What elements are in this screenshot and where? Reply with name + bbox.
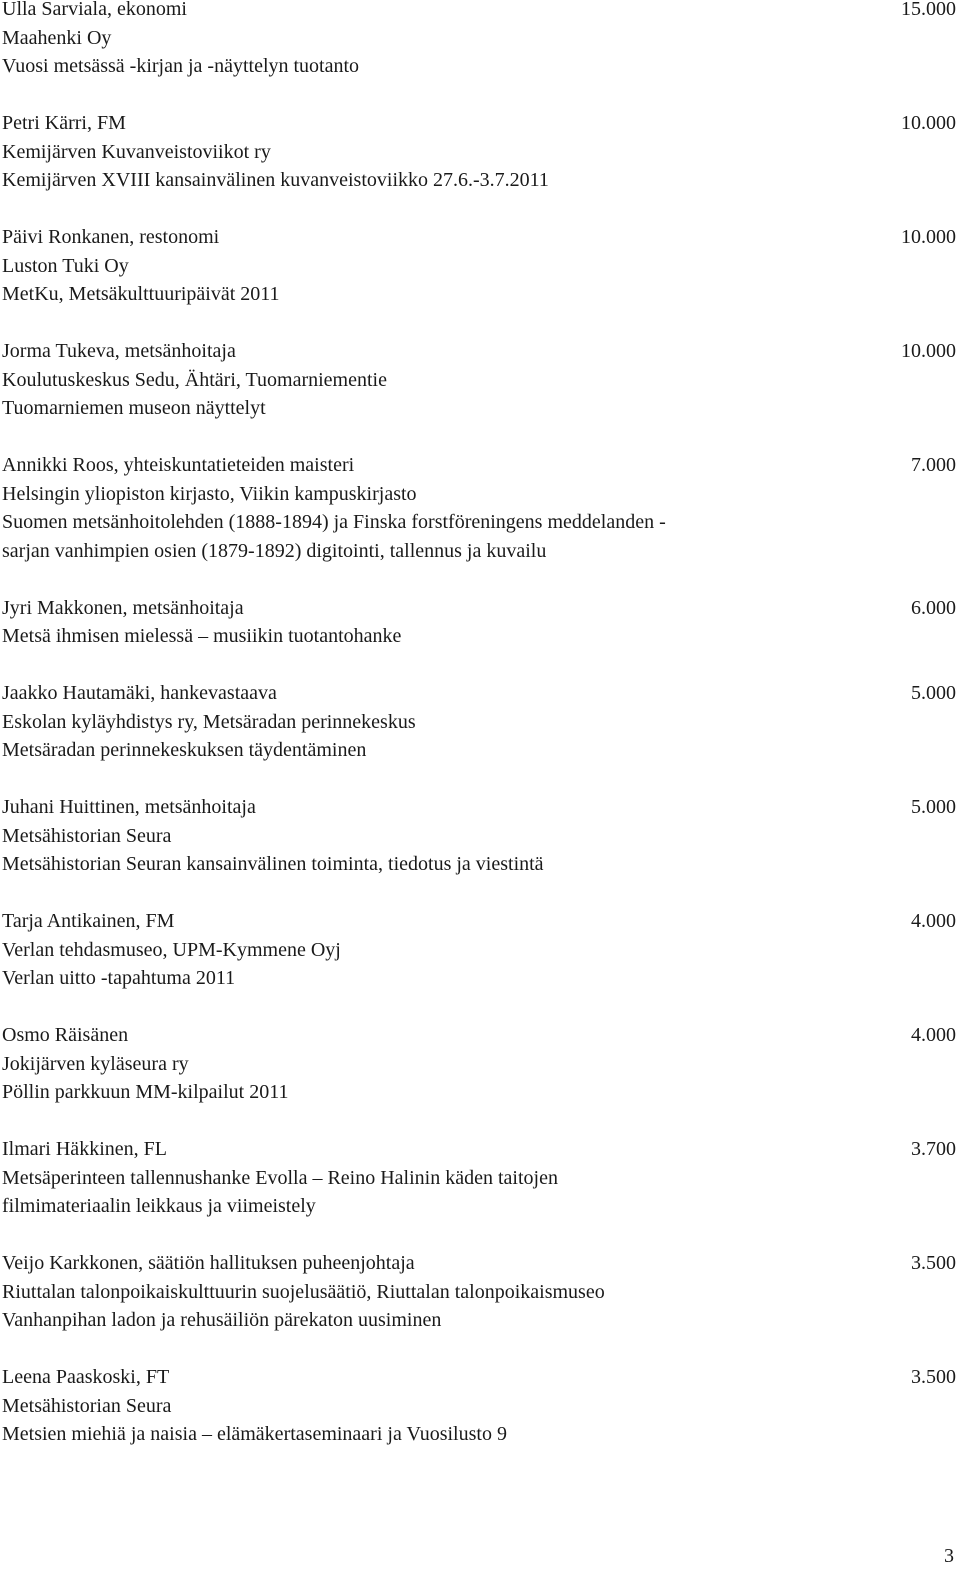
grant-entry xyxy=(2,1021,956,1107)
grant-project: Metsäradan perinnekeskuksen täydentäminen xyxy=(2,739,367,761)
recipient-name: Jyri Makkonen, metsänhoitaja xyxy=(2,596,244,619)
grant-project: Verlan uitto -tapahtuma 2011 xyxy=(2,967,236,989)
grant-project: Vanhanpihan ladon ja rehusäiliön pärekaton uusiminen xyxy=(2,1309,442,1331)
recipient-name: Jaakko Hautamäki, hankevastaava xyxy=(2,682,277,704)
grant-amount: 10.000 xyxy=(901,112,956,134)
grant-header xyxy=(2,1135,956,1164)
grant-organization: Verlan tehdasmuseo, UPM-Kymmene Oyj xyxy=(2,938,341,961)
grant-entry xyxy=(2,679,956,765)
grant-amount: 10.000 xyxy=(901,226,956,248)
grant-project: Suomen metsänhoitolehden (1888-1894) ja Finska forstföreningens meddelanden - xyxy=(2,511,666,533)
grant-organization: Koulutuskeskus Sedu, Ähtäri, Tuomarniementie xyxy=(2,368,387,391)
recipient-name: Leena Paaskoski, FT xyxy=(2,1366,170,1388)
grant-amount: 5.000 xyxy=(911,682,956,704)
grant-entry xyxy=(2,1135,956,1221)
recipient-name: Petri Kärri, FM xyxy=(2,112,126,134)
grant-header xyxy=(2,0,956,24)
recipient-name: Ulla Sarviala, ekonomi xyxy=(2,0,187,20)
grant-header xyxy=(2,109,956,138)
grant-entry xyxy=(2,594,956,651)
grant-entry xyxy=(2,109,956,195)
grant-header xyxy=(2,1249,956,1278)
grant-amount: 4.000 xyxy=(911,1024,956,1046)
grant-amount: 4.000 xyxy=(911,910,956,932)
grant-organization: Jokijärven kyläseura ry xyxy=(2,1052,189,1075)
grant-amount: 3.500 xyxy=(911,1252,956,1274)
grant-amount: 10.000 xyxy=(901,340,956,362)
grant-entry xyxy=(2,907,956,993)
grant-project: Metsien miehiä ja naisia – elämäkertaseminaari ja Vuosilusto 9 xyxy=(2,1423,507,1445)
grant-amount: 7.000 xyxy=(911,454,956,476)
grant-organization: Luston Tuki Oy xyxy=(2,254,129,277)
grant-project: MetKu, Metsäkulttuuripäivät 2011 xyxy=(2,283,280,305)
grant-header xyxy=(2,679,956,708)
grant-entry xyxy=(2,0,956,81)
grant-amount: 15.000 xyxy=(901,0,956,20)
grant-header xyxy=(2,451,956,480)
grant-header xyxy=(2,594,956,623)
grant-entry xyxy=(2,1363,956,1449)
grant-organization: Eskolan kyläyhdistys ry, Metsäradan perinnekeskus xyxy=(2,710,416,733)
recipient-name: Jorma Tukeva, metsänhoitaja xyxy=(2,340,236,362)
grant-organization: Metsäperinteen tallennushanke Evolla – Reino Halinin käden taitojen xyxy=(2,1166,558,1189)
grant-project: sarjan vanhimpien osien (1879-1892) digitointi, tallennus ja kuvailu xyxy=(2,539,547,562)
grant-header xyxy=(2,1363,956,1392)
grant-amount: 3.500 xyxy=(911,1366,956,1388)
recipient-name: Juhani Huittinen, metsänhoitaja xyxy=(2,796,256,818)
grant-entry xyxy=(2,1249,956,1335)
grant-header xyxy=(2,1021,956,1050)
grant-organization: Helsingin yliopiston kirjasto, Viikin kampuskirjasto xyxy=(2,482,417,505)
grant-organization: Metsähistorian Seura xyxy=(2,824,172,847)
grant-header xyxy=(2,337,956,366)
grant-organization: Kemijärven Kuvanveistoviikot ry xyxy=(2,140,271,163)
grant-header xyxy=(2,223,956,252)
grant-organization: Metsähistorian Seura xyxy=(2,1394,172,1417)
recipient-name: Tarja Antikainen, FM xyxy=(2,910,175,932)
grant-project: Tuomarniemen museon näyttelyt xyxy=(2,397,266,419)
grant-amount: 3.700 xyxy=(911,1138,956,1160)
grant-organization: Maahenki Oy xyxy=(2,26,112,49)
recipient-name: Annikki Roos, yhteiskuntatieteiden maisteri xyxy=(2,454,355,476)
grant-entry xyxy=(2,451,956,565)
recipient-name: Osmo Räisänen xyxy=(2,1024,129,1046)
grant-header xyxy=(2,793,956,822)
grant-project: Vuosi metsässä -kirjan ja -näyttelyn tuotanto xyxy=(2,55,360,77)
recipient-name: Ilmari Häkkinen, FL xyxy=(2,1138,167,1160)
grant-entry xyxy=(2,337,956,423)
recipient-name: Päivi Ronkanen, restonomi xyxy=(2,226,220,248)
grant-project: Kemijärven XVIII kansainvälinen kuvanveistoviikko 27.6.-3.7.2011 xyxy=(2,169,549,191)
grant-amount: 6.000 xyxy=(911,596,956,619)
grant-amount: 5.000 xyxy=(911,796,956,818)
grant-header xyxy=(2,907,956,936)
grant-entry xyxy=(2,223,956,309)
grant-list xyxy=(2,0,956,1477)
grant-entry xyxy=(2,793,956,879)
grant-project: Pöllin parkkuun MM-kilpailut 2011 xyxy=(2,1081,289,1103)
grant-organization: Metsä ihmisen mielessä – musiikin tuotantohanke xyxy=(2,625,402,647)
grant-organization: Riuttalan talonpoikaiskulttuurin suojelusäätiö, Riuttalan talonpoikaismuseo xyxy=(2,1280,605,1303)
recipient-name: Veijo Karkkonen, säätiön hallituksen puheenjohtaja xyxy=(2,1252,415,1274)
grant-project: filmimateriaalin leikkaus ja viimeistely xyxy=(2,1195,316,1217)
page-number: 3 xyxy=(944,1545,954,1567)
grant-project: Metsähistorian Seuran kansainvälinen toiminta, tiedotus ja viestintä xyxy=(2,853,544,875)
